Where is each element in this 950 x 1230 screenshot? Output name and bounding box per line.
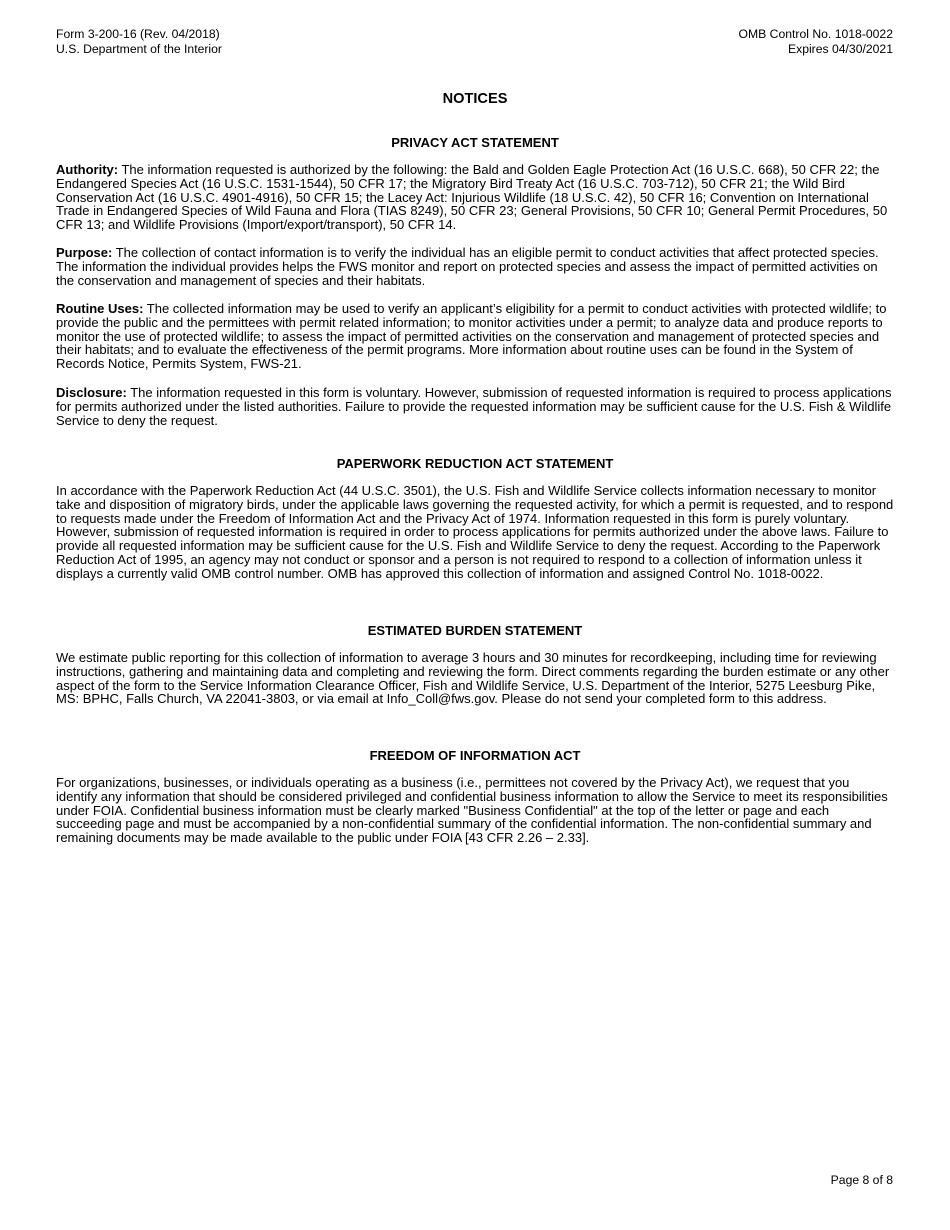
- paperwork-reduction-heading: PAPERWORK REDUCTION ACT STATEMENT: [336, 456, 614, 471]
- purpose-text: The collection of contact information is to verify the individual has an eligible permit to conduct activities that affect protected species. The information the individual provides helps the FWS monitor and report on protected species and assess the impact of permitted activities on the conservation and management of species and their habitats.: [56, 245, 879, 288]
- form-header-right: [739, 27, 893, 56]
- privacy-act-heading: PRIVACY ACT STATEMENT: [391, 135, 559, 150]
- omb-control-number: OMB Control No. 1018-0022: [738, 27, 893, 41]
- page-title: NOTICES: [442, 91, 508, 107]
- form-header-left: [56, 27, 222, 56]
- paperwork-reduction-paragraph: [56, 484, 894, 581]
- purpose-paragraph: [56, 246, 894, 287]
- burden-text: We estimate public reporting for this collection of information to average 3 hours and 30 minutes for recordkeeping, including time for reviewing instructions, gathering and maintaining data and completing and reviewing the form. Direct comments regarding the burden estimate or any other aspect of the form to the Service Information Clearance Officer, Fish and Wildlife Service, U.S. Department of the Interior, 5275 Leesburg Pike, MS: BPHC, Falls Church, VA 22041-3803, or via email at Info_Coll@fws.gov. Please do not send your completed form to this address.: [56, 650, 890, 707]
- routine-uses-paragraph: [56, 302, 894, 371]
- page-number: Page 8 of 8: [830, 1173, 893, 1187]
- authority-label: Authority:: [56, 162, 119, 177]
- burden-paragraph: [56, 651, 894, 706]
- foia-heading: FREEDOM OF INFORMATION ACT: [369, 748, 581, 763]
- authority-paragraph: [56, 163, 894, 232]
- burden-heading: ESTIMATED BURDEN STATEMENT: [367, 623, 583, 638]
- form-number: Form 3-200-16 (Rev. 04/2018): [56, 27, 220, 41]
- authority-text: The information requested is authorized by the following: the Bald and Golden Eagle Protection Act (16 U.S.C. 668), 50 CFR 22; the Endangered Species Act (16 U.S.C. 1531-1544), 50 CFR 17; the Migratory Bird Treaty Act (16 U.S.C. 703-712), 50 CFR 21; the Wild Bird Conservation Act (16 U.S.C. 4901-4916), 50 CFR 15; the Lacey Act: Injurious Wildlife (18 U.S.C. 42), 50 CFR 16; Convention on International Trade in Endangered Species of Wild Fauna and Flora (TIAS 8249), 50 CFR 23; General Provisions, 50 CFR 10; General Permit Procedures, 50 CFR 13; and Wildlife Provisions (Import/export/transport), 50 CFR 14.: [56, 162, 888, 233]
- foia-text: For organizations, businesses, or individuals operating as a business (i.e., permittees not covered by the Privacy Act), we request that you identify any information that should be considered privileged and confidential business information to allow the Service to meet its responsibilities under FOIA. Confidential business information must be clearly marked "Business Confidential" at the top of the letter or page and each succeeding page and must be accompanied by a non-confidential summary of the confidential information. The non-confidential summary and remaining documents may be made available to the public under FOIA [43 CFR 2.26 – 2.33].: [56, 775, 888, 846]
- department-name: U.S. Department of the Interior: [56, 41, 222, 56]
- disclosure-text: The information requested in this form is voluntary. However, submission of requested information is required to process applications for permits authorized under the listed authorities. Failure to provide the requested information may be sufficient cause for the U.S. Fish & Wildlife Service to deny the request.: [56, 385, 892, 428]
- foia-paragraph: [56, 776, 894, 845]
- disclosure-paragraph: [56, 386, 894, 427]
- routine-uses-text: The collected information may be used to verify an applicant’s eligibility for a permit to conduct activities with protected wildlife; to provide the public and the permittees with permit related information; to monitor activities under a permit; to analyze data and produce reports to monitor the use of protected wildlife; to assess the impact of permitted activities on the conservation and management of protected species and their habitats; and to evaluate the effectiveness of the permit programs. More information about routine uses can be found in the System of Records Notice, Permits System, FWS-21.: [56, 301, 887, 372]
- routine-uses-label: Routine Uses:: [56, 301, 144, 316]
- disclosure-label: Disclosure:: [56, 385, 127, 400]
- purpose-label: Purpose:: [56, 245, 113, 260]
- paperwork-reduction-text: In accordance with the Paperwork Reduction Act (44 U.S.C. 3501), the U.S. Fish and Wildlife Service collects information necessary to monitor take and disposition of migratory birds, under the applicable laws governing the requested activity, for which a permit is requested, and to respond to requests made under the Freedom of Information Act and the Privacy Act of 1974. Information requested in this form is purely voluntary. However, submission of requested information is required in order to process applications for permits authorized under the above laws. Failure to provide all requested information may be sufficient cause for the U.S. Fish and Wildlife Service to deny the request. According to the Paperwork Reduction Act of 1995, an agency may not conduct or sponsor and a person is not required to respond to a collection of information unless it displays a currently valid OMB control number. OMB has approved this collection of information and assigned Control No. 1018-0022.: [56, 483, 894, 581]
- expiration-date: Expires 04/30/2021: [787, 41, 893, 56]
